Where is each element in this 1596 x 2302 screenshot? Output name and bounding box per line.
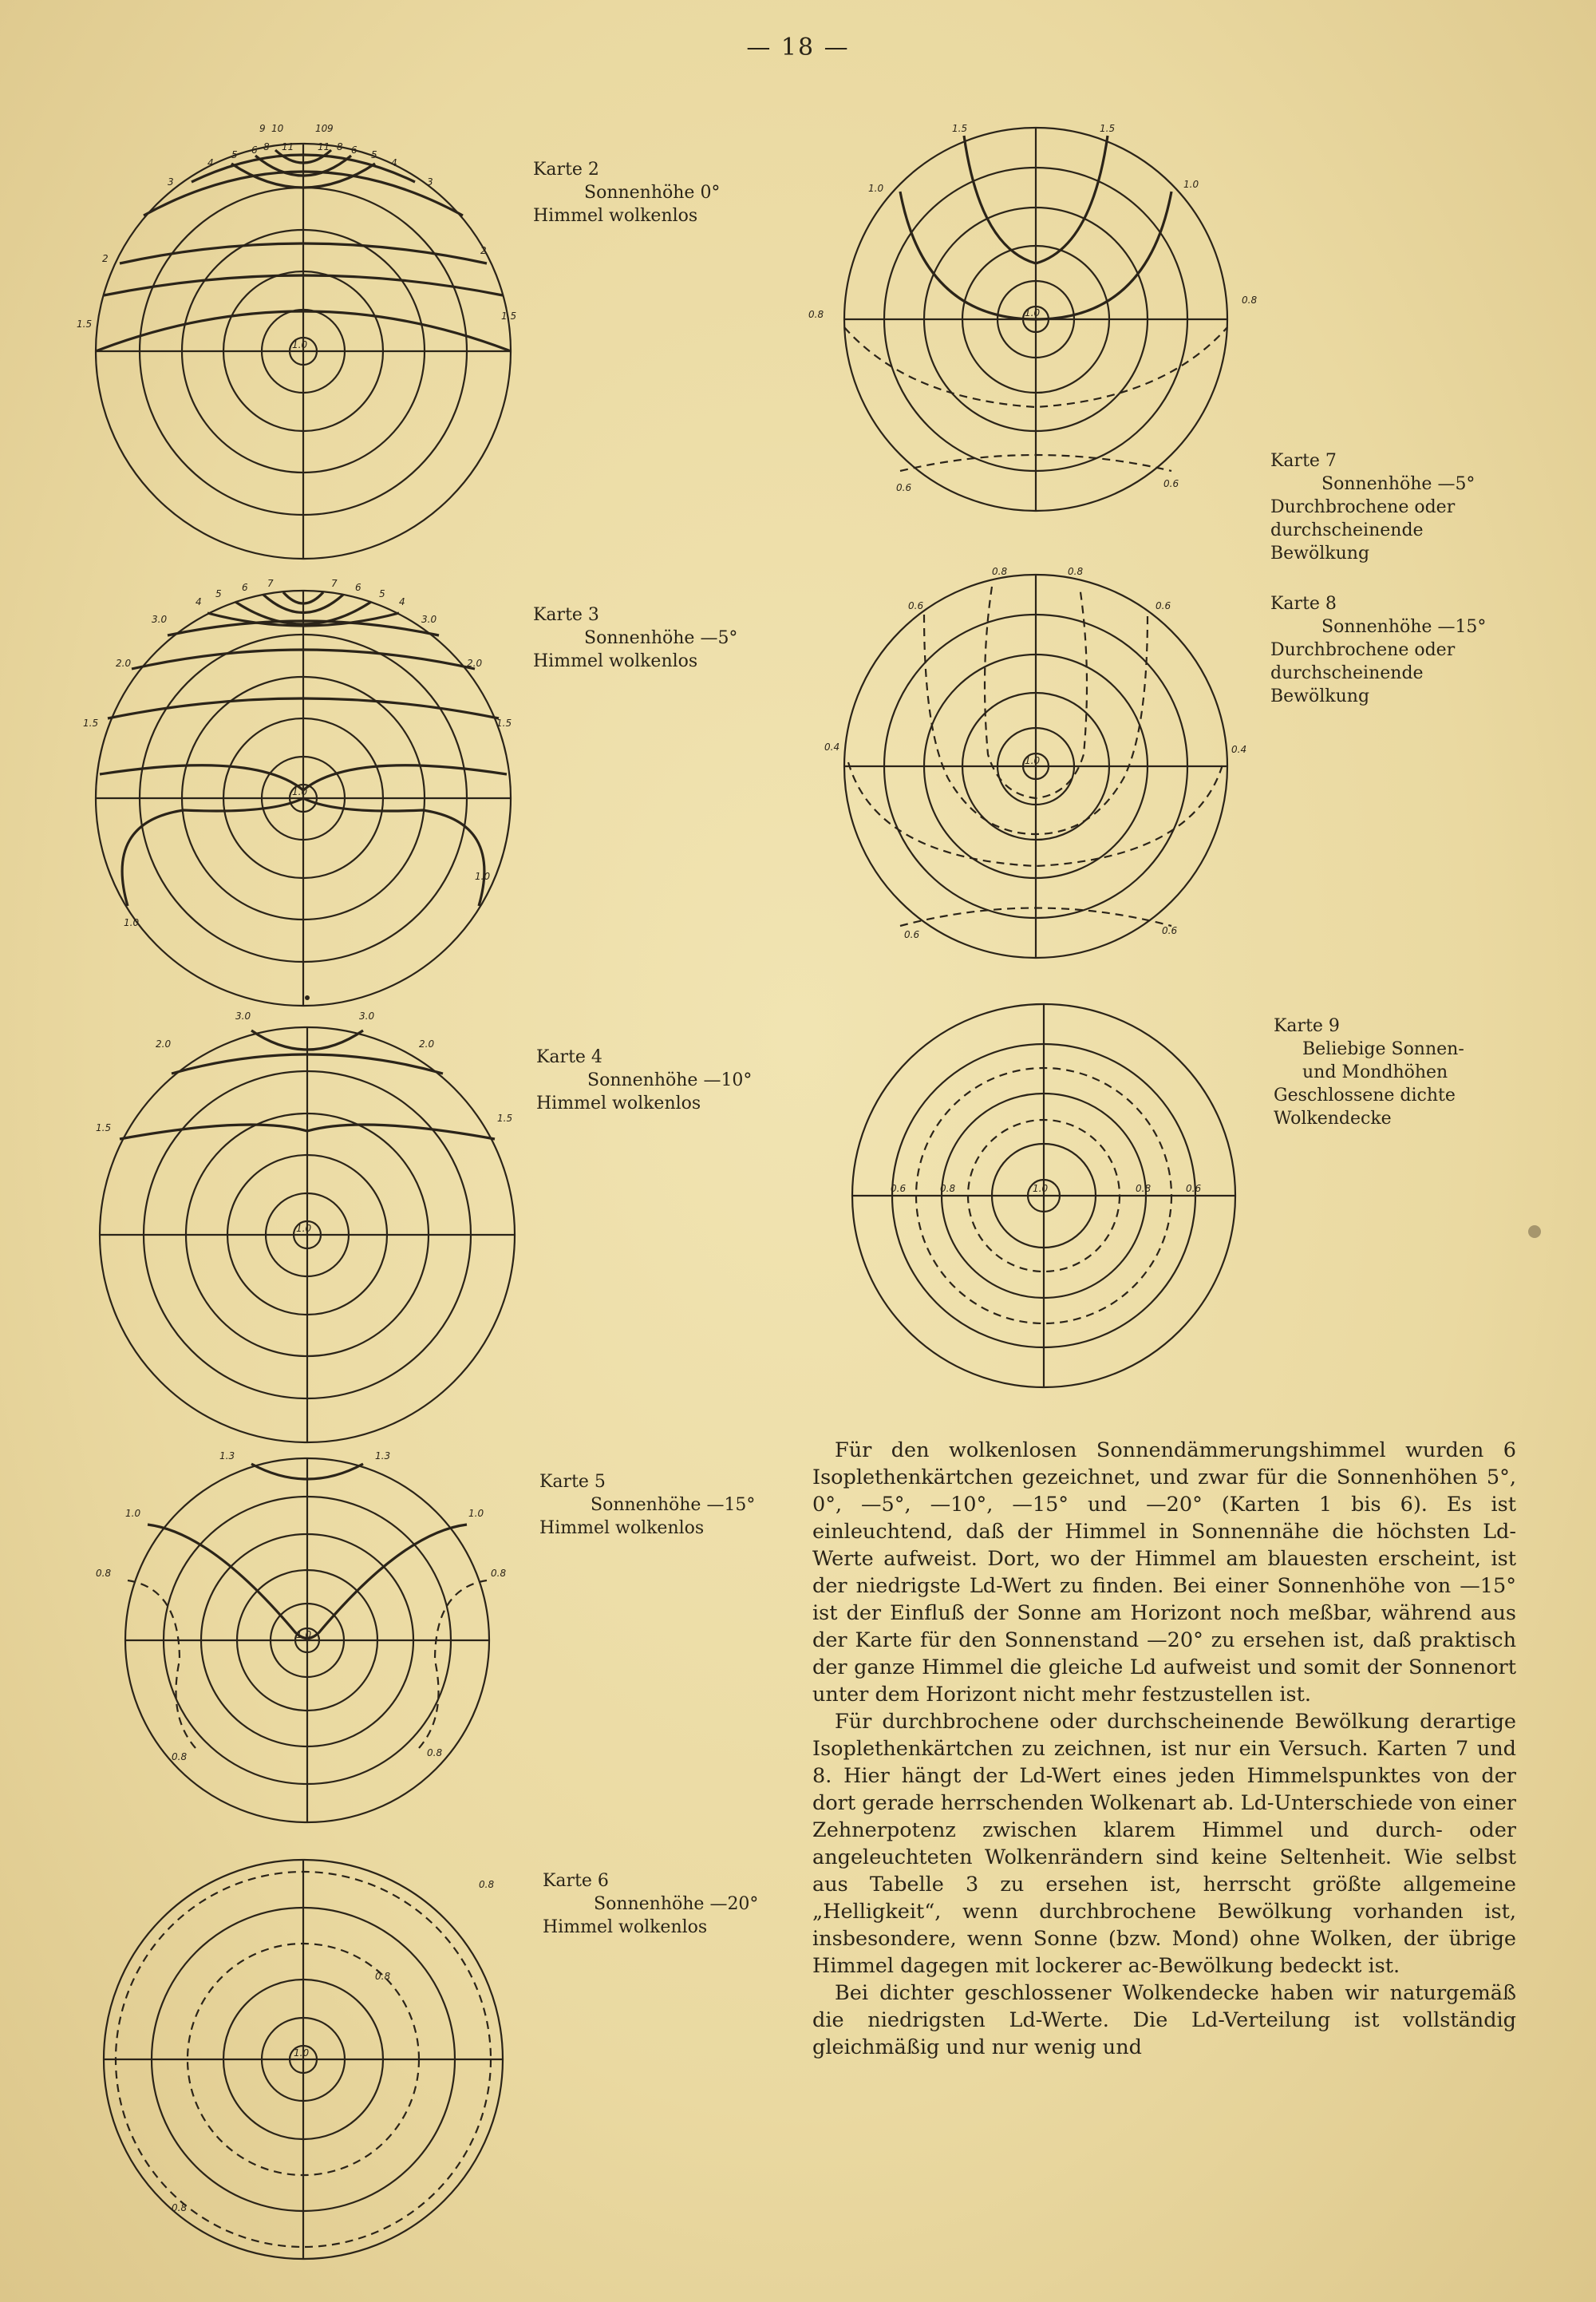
ink-smudge <box>1528 1225 1541 1238</box>
contour-label: 3 <box>168 176 174 188</box>
contour-label: 10 <box>315 123 328 134</box>
contour-label: 1.5 <box>96 1122 112 1133</box>
body-paragraph: Bei dichter geschlossener Wolkendecke haben wir naturgemäß die niedrigsten Ld-Werte. Die Ld-Verteilung ist vollständig gleichmäßig und nur wenig und <box>812 1981 1516 2059</box>
caption-line: Bewölkung <box>1270 544 1370 564</box>
contour-label: 5 <box>379 588 385 599</box>
caption-title: Karte 6 <box>543 1871 609 1891</box>
caption-title: Karte 5 <box>539 1472 606 1492</box>
contour-label: 1.0 <box>125 1508 141 1519</box>
caption-line: Himmel wolkenlos <box>536 1094 701 1113</box>
sky-map-karte-9 <box>836 1004 1251 1419</box>
contour-label: 0.8 <box>992 566 1008 577</box>
contour-label: 0.8 <box>427 1747 443 1758</box>
contour-label: 0.6 <box>904 929 920 940</box>
contour-label: 2.0 <box>116 658 132 669</box>
contour-label: 5 <box>231 149 238 160</box>
caption-title: Karte 3 <box>533 605 599 625</box>
contour-label: 1.0 <box>292 786 308 797</box>
caption-line: durchscheinende <box>1270 520 1424 540</box>
contour-label: 0.8 <box>172 1751 188 1762</box>
caption-line: Beliebige Sonnen- <box>1302 1039 1464 1059</box>
contour-label: 1.5 <box>77 318 93 330</box>
contour-label: 2 <box>480 245 487 256</box>
caption-line: Himmel wolkenlos <box>539 1518 705 1538</box>
contour-label: 4 <box>196 596 202 607</box>
contour-label: 0.8 <box>1068 566 1084 577</box>
caption-line: durchscheinende <box>1270 663 1424 683</box>
contour-label: 6 <box>251 144 258 156</box>
caption-line: Sonnenhöhe 0° <box>584 183 721 203</box>
caption-line: Sonnenhöhe —5° <box>1321 474 1476 494</box>
contour-label: 10 <box>271 123 284 134</box>
contour-label: 1.0 <box>468 1508 484 1519</box>
contour-label: 1.0 <box>868 183 884 194</box>
sky-map-karte-3 <box>83 578 519 1014</box>
caption-line: Himmel wolkenlos <box>533 651 698 671</box>
contour-label: 5 <box>371 149 377 160</box>
contour-label: 0.6 <box>1163 478 1179 489</box>
contour-label: 0.6 <box>1162 925 1178 936</box>
contour-label: 3.0 <box>359 1011 375 1022</box>
contour-label: 8 <box>263 141 270 152</box>
contour-label: 0.6 <box>908 600 924 611</box>
contour-label: 6 <box>242 582 248 593</box>
sky-map-karte-2 <box>77 123 519 567</box>
caption-karte-5 <box>539 1470 755 1540</box>
contour-label: 0.8 <box>96 1568 112 1579</box>
page-number: — 18 — <box>746 34 850 61</box>
contour-label: 3.0 <box>235 1011 251 1022</box>
contour-label: 0.4 <box>1231 744 1247 755</box>
contour-label: 1.5 <box>83 718 99 729</box>
caption-line: Himmel wolkenlos <box>543 1917 708 1937</box>
contour-label: 4 <box>391 157 397 168</box>
contour-label: 4 <box>399 596 405 607</box>
contour-label: 11 <box>282 141 294 152</box>
caption-line: Durchbrochene oder <box>1270 497 1456 517</box>
contour-label: 3 <box>427 176 433 188</box>
caption-line: Wolkendecke <box>1274 1109 1392 1129</box>
contour-label: 1.5 <box>497 1113 513 1124</box>
contour-label: 5 <box>215 588 222 599</box>
contour-label: 11 <box>318 141 330 152</box>
sky-map-karte-8 <box>824 566 1247 970</box>
caption-line: Sonnenhöhe —5° <box>584 628 738 648</box>
contour-label: 3.0 <box>421 614 437 625</box>
contour-label: 9 <box>327 123 334 134</box>
caption-line: Geschlossene dichte <box>1274 1086 1456 1106</box>
caption-line: Sonnenhöhe —10° <box>587 1070 753 1090</box>
contour-label: 2.0 <box>419 1038 435 1050</box>
caption-karte-9 <box>1274 1015 1464 1130</box>
caption-line: und Mondhöhen <box>1302 1062 1448 1082</box>
caption-line: Sonnenhöhe —20° <box>594 1894 759 1914</box>
caption-karte-3 <box>533 603 737 673</box>
caption-title: Karte 9 <box>1274 1016 1340 1036</box>
caption-karte-2 <box>533 158 720 227</box>
contour-label: 1.3 <box>375 1450 391 1461</box>
caption-karte-8 <box>1270 592 1486 708</box>
caption-line: Sonnenhöhe —15° <box>1321 617 1487 637</box>
body-paragraph: Für durchbrochene oder durchscheinende Bewölkung derartige Isoplethenkärtchen zu zeichnen, ist nur ein Versuch. Karten 7 und 8. Hier hängt der Ld-Wert eines jeden Himmelspunktes von der dort gerade herrschenden Wolkenart ab. Ld-Unterschiede von einer Zehnerpotenz zwischen klarem Himmel und durch- oder angeleuchteten Wolkenrändern sind keine Seltenheit. Wie selbst aus Tabelle 3 zu ersehen ist, herrscht größte allgemeine „Helligkeit“, wenn durchbrochene Bewölkung vorhanden ist, insbesondere, wenn Sonne (bzw. Mond) ohne Wolken, der übrige Himmel dagegen mit lockerer ac-Bewölkung bedeckt ist. <box>812 1710 1516 1978</box>
contour-label: 4 <box>207 157 214 168</box>
contour-label: 1.3 <box>219 1450 235 1461</box>
contour-label: 1.0 <box>124 917 140 928</box>
contour-label: 0.6 <box>896 482 912 493</box>
contour-label: 2.0 <box>467 658 483 669</box>
contour-label: 1.0 <box>1183 179 1199 190</box>
caption-line: Himmel wolkenlos <box>533 206 698 226</box>
contour-label: 0.6 <box>1156 600 1171 611</box>
contour-label: 0.4 <box>824 742 840 753</box>
contour-label: 1.0 <box>294 2047 310 2059</box>
contour-label: 7 <box>267 578 274 589</box>
contour-label: 0.8 <box>808 309 824 320</box>
caption-karte-7 <box>1270 449 1475 565</box>
caption-title: Karte 4 <box>536 1047 602 1067</box>
contour-label: 2.0 <box>156 1038 172 1050</box>
contour-label: 1.0 <box>292 339 308 350</box>
caption-title: Karte 8 <box>1270 594 1337 614</box>
contour-label: 1.0 <box>475 871 491 882</box>
contour-label: 1.0 <box>1025 755 1041 766</box>
contour-label: 0.8 <box>375 1971 391 1982</box>
caption-line: Durchbrochene oder <box>1270 640 1456 660</box>
contour-label: 6 <box>351 144 358 156</box>
caption-title: Karte 7 <box>1270 451 1337 471</box>
contour-label: 8 <box>337 141 343 152</box>
contour-label: 3.0 <box>152 614 168 625</box>
contour-label: 0.6 <box>1186 1183 1202 1194</box>
caption-line: Bewölkung <box>1270 686 1370 706</box>
contour-label: 9 <box>259 123 266 134</box>
sky-map-karte-5 <box>92 1450 523 1828</box>
contour-label: 1.5 <box>496 718 512 729</box>
contour-label: 7 <box>331 578 338 589</box>
caption-line: Sonnenhöhe —15° <box>591 1495 756 1515</box>
sky-map-karte-7 <box>808 123 1258 551</box>
contour-label: 2 <box>102 253 109 264</box>
contour-label: 1.0 <box>1025 307 1041 318</box>
contour-label: 1.5 <box>1100 123 1116 134</box>
contour-label: 0.8 <box>1242 295 1258 306</box>
contour-label: 0.8 <box>479 1879 495 1890</box>
contour-label: 1.0 <box>296 1223 312 1234</box>
sky-map-karte-6 <box>96 1852 511 2267</box>
body-text <box>812 1437 1516 2061</box>
contour-label: 0.6 <box>891 1183 907 1194</box>
contour-label: 0.8 <box>1136 1183 1152 1194</box>
contour-label: 0.8 <box>940 1183 956 1194</box>
contour-label: 1.0 <box>296 1629 312 1640</box>
contour-label: 6 <box>355 582 361 593</box>
caption-title: Karte 2 <box>533 160 599 180</box>
caption-karte-6 <box>543 1869 758 1939</box>
contour-label: 1.0 <box>1033 1183 1049 1194</box>
contour-label: 0.8 <box>491 1568 507 1579</box>
contour-label: 1.5 <box>501 310 517 322</box>
sky-map-karte-4 <box>92 1011 523 1450</box>
body-paragraph: Für den wolkenlosen Sonnendämmerungshimmel wurden 6 Isoplethenkärtchen gezeichnet, und zwar für die Sonnenhöhen 5°, 0°, —5°, —10°, —15° und —20° (Karten 1 bis 6). Es ist einleuchtend, daß der Himmel in Sonnennähe die höchsten Ld-Werte aufweist. Dort, wo der Himmel am blauesten erscheint, ist der niedrigste Ld-Wert zu finden. Bei einer Sonnenhöhe von —15° ist der Einfluß der Sonne am Horizont noch meßbar, während aus der Karte für den Sonnenstand —20° zu ersehen ist, daß praktisch der ganze Himmel die gleiche Ld aufweist und somit der Sonnenort unter dem Horizont nicht mehr festzustellen ist. <box>812 1438 1516 1707</box>
caption-karte-4 <box>536 1046 752 1115</box>
contour-label: 0.8 <box>172 2202 188 2213</box>
contour-label: 1.5 <box>952 123 968 134</box>
